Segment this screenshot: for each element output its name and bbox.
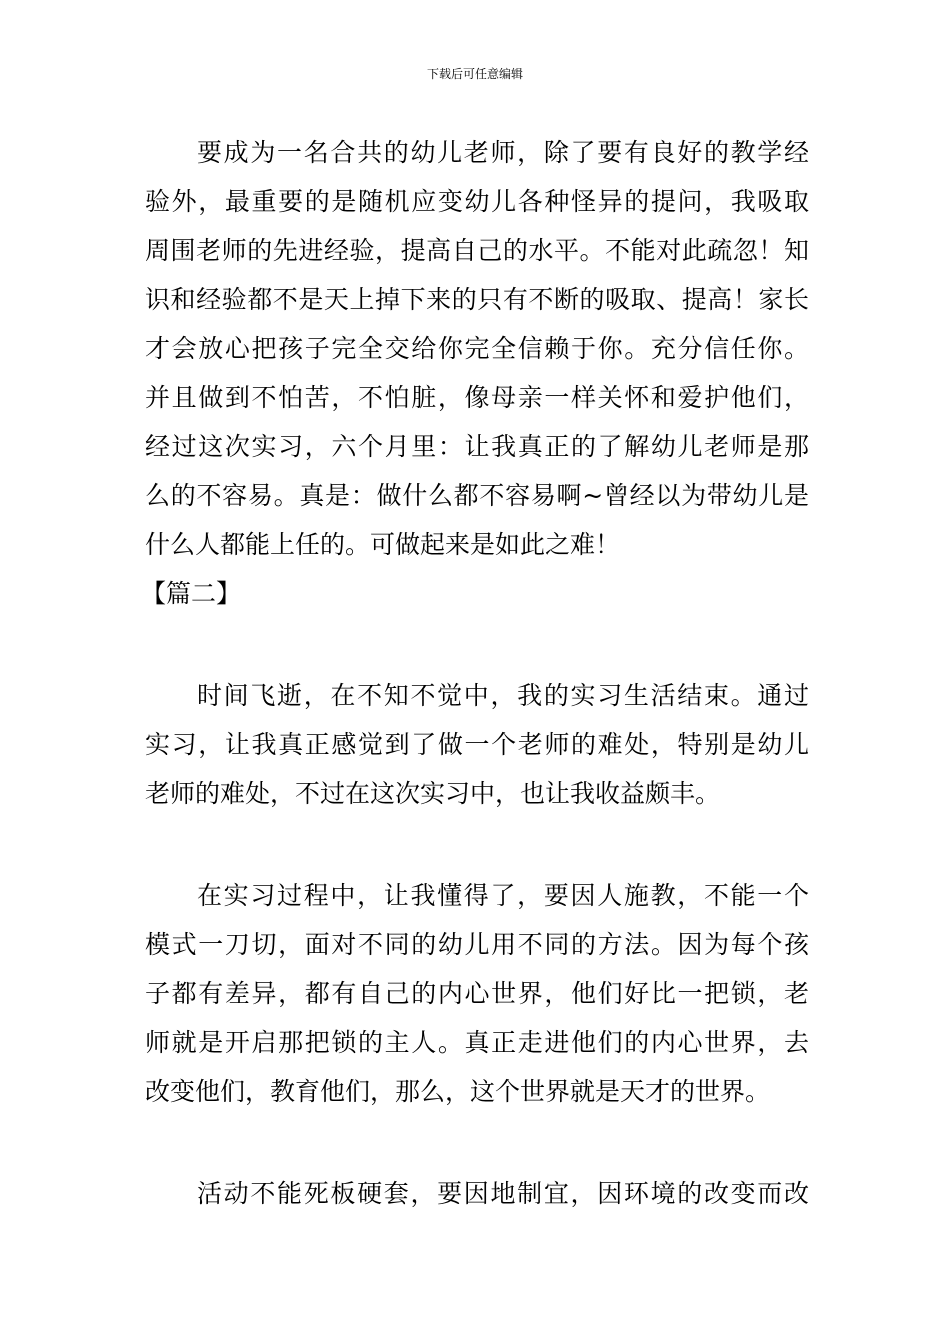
section-heading: 【篇二】 (141, 579, 242, 608)
text-line: 识和经验都不是天上掉下来的只有不断的吸取、提高！家长 (145, 285, 809, 314)
text-line: 模式一刀切，面对不同的幼儿用不同的方法。因为每个孩 (145, 930, 809, 959)
text-line: 老师的难处，不过在这次实习中，也让我收益颇丰。 (145, 779, 721, 808)
paragraph-4 (145, 1169, 809, 1218)
text-line: 么的不容易。真是：做什么都不容易啊~曾经以为带幼儿是 (145, 481, 809, 510)
text-line: 实习，让我真正感觉到了做一个老师的难处，特别是幼儿 (145, 730, 809, 759)
paragraph-2 (145, 671, 809, 818)
text-line: 子都有差异，都有自己的内心世界，他们好比一把锁，老 (145, 979, 809, 1008)
text-line: 周围老师的先进经验，提高自己的水平。不能对此疏忽！知 (145, 236, 809, 265)
text-line: 才会放心把孩子完全交给你完全信赖于你。充分信任你。 (145, 334, 809, 363)
page-header: 下载后可任意编辑 (426, 67, 523, 81)
paragraph-gap (145, 618, 809, 671)
text-line: 在实习过程中，让我懂得了，要因人施教，不能一个 (197, 881, 809, 910)
text-line: 验外，最重要的是随机应变幼儿各种怪异的提问，我吸取 (145, 187, 809, 216)
document-body (141, 128, 809, 1218)
text-line: 活动不能死板硬套，要因地制宜，因环境的改变而改 (197, 1179, 809, 1208)
text-line: 师就是开启那把锁的主人。真正走进他们的内心世界，去 (145, 1028, 809, 1057)
text-line: 并且做到不怕苦，不怕脏，像母亲一样关怀和爱护他们， (145, 383, 809, 412)
text-line: 经过这次实习，六个月里：让我真正的了解幼儿老师是那 (145, 432, 809, 461)
paragraph-3 (145, 871, 809, 1116)
paragraph-gap (145, 818, 809, 871)
text-line: 时间飞逝，在不知不觉中，我的实习生活结束。通过 (197, 681, 809, 710)
paragraph-gap (145, 1116, 809, 1169)
text-line: 改变他们，教育他们，那么，这个世界就是天才的世界。 (145, 1077, 771, 1106)
text-line: 什么人都能上任的。可做起来是如此之难！ (145, 530, 621, 559)
text-line: 要成为一名合共的幼儿老师，除了要有良好的教学经 (197, 138, 809, 167)
paragraph-1 (145, 128, 809, 569)
